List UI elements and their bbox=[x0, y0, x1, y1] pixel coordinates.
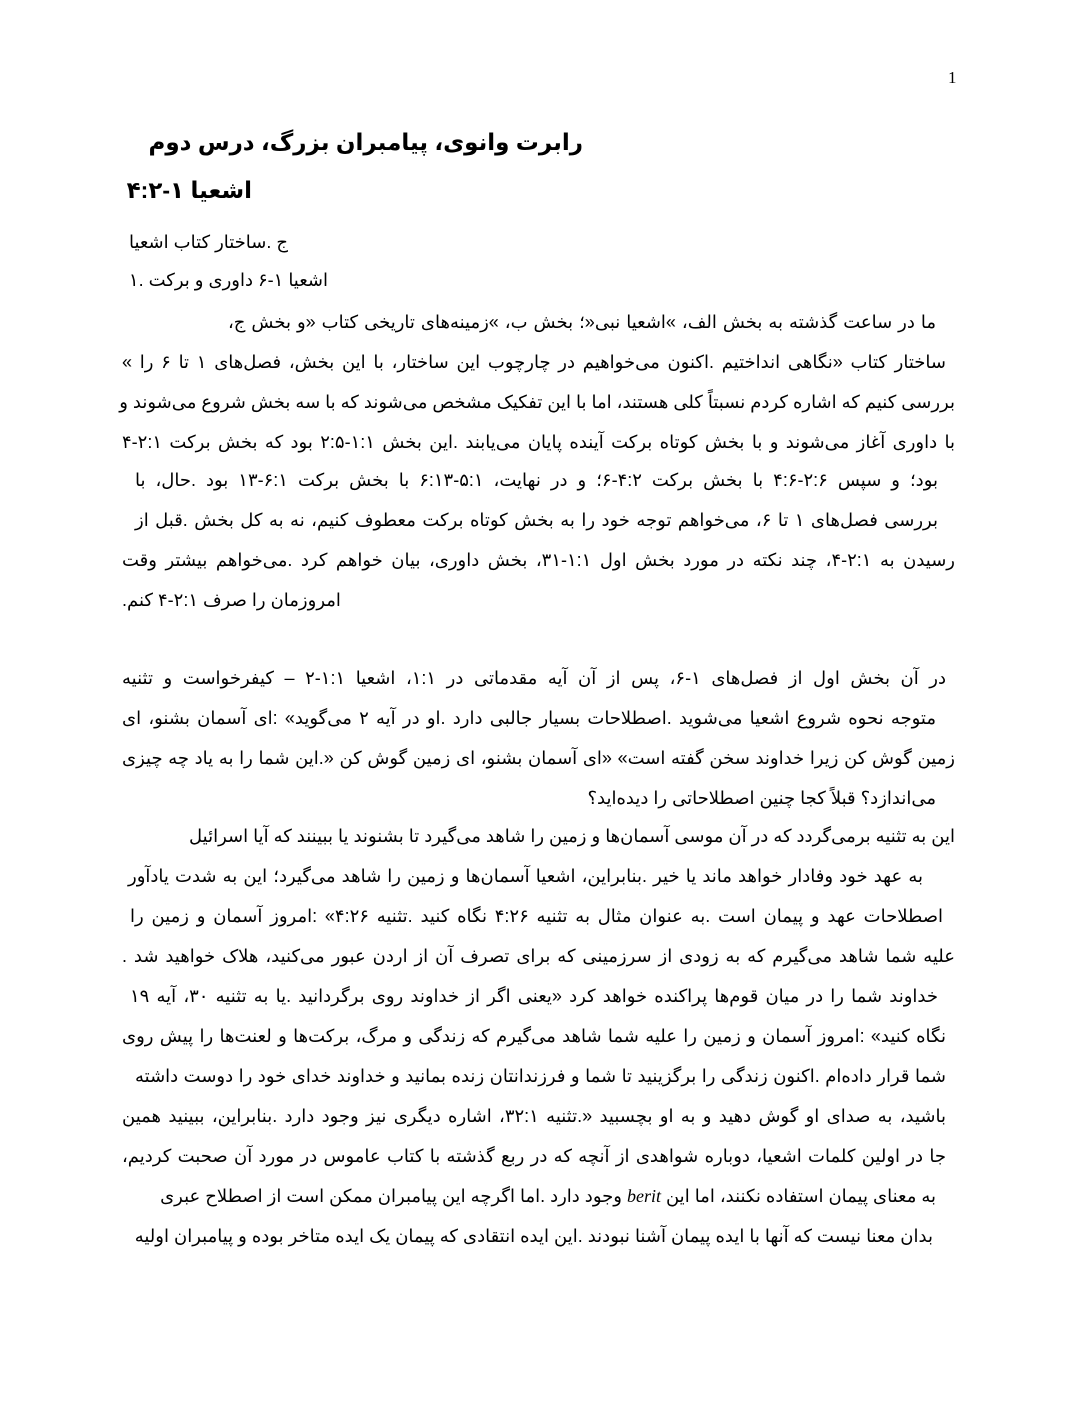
paragraph-line: در آن بخش اول از فصل‌های ۱-۶، پس از آن آیه مقدماتی در ۱:۱، اشعیا ۱:۱-۲ – کیفرخواست و تثنیه bbox=[122, 668, 947, 688]
paragraph-line: علیه شما شاهد می‌گیرم که به زودی از سرزمینی که برای تصرف آن از اردن عبور می‌کنید، هلاک خواهید شد . bbox=[122, 946, 955, 966]
paragraph-line: بررسی فصل‌های ۱ تا ۶، می‌خواهم توجه خود را به بخش کوتاه برکت معطوف کنیم، نه به کل بخش .قبل از bbox=[135, 510, 938, 530]
paragraph-line: جا در اولین کلمات اشعیا، دوباره شواهدی از آنچه که در ربع گذشته با کتاب عاموس در مورد آن صحبت کردیم، bbox=[122, 1146, 946, 1166]
paragraph-line: باشید، به صدای او گوش دهید و به او بچسبید «.تثنیه ۳۲:۱، اشاره دیگری نیز وجود دارد .بنابراین، ببینید همین bbox=[122, 1106, 946, 1126]
paragraph-line: می‌اندازد؟ قبلاً کجا چنین اصطلاحاتی را دیده‌اید؟ bbox=[587, 788, 936, 808]
section-heading: اشعیا ۱-۴:۲ bbox=[126, 177, 252, 203]
paragraph-line: خداوند شما را در میان قوم‌ها پراکنده خواهد کرد «یعنی اگر از خداوند روی برگردانید .یا به تثنیه ۳۰، آیه ۱۹ bbox=[130, 986, 938, 1006]
section-label: ج .ساختار کتاب اشعیا bbox=[128, 232, 288, 252]
paragraph-line: با داوری آغاز می‌شوند و با بخش کوتاه برکت آینده پایان می‌یابند .این بخش ۱:۱-۲:۵ بود که بخش برکت ۲:۱-۴ bbox=[122, 432, 956, 452]
paragraph-line: اصطلاحات عهد و پیمان است .به عنوان مثال به تثنیه ۴:۲۶ نگاه کنید .تثنیه ۴:۲۶» :امروز آسمان و زمین را bbox=[130, 906, 943, 926]
page-number: 1 bbox=[948, 68, 957, 87]
paragraph-line: شما قرار داده‌ام .اکنون زندگی را برگزینید تا شما و فرزندانتان زنده بمانید و خداوند خدای خود را دوست داشته bbox=[135, 1066, 946, 1086]
paragraph-line: ما در ساعت گذشته به بخش الف، »اشعیا نبی«؛ بخش ب، »زمینه‌های تاریخی کتاب «و بخش ج، bbox=[228, 312, 936, 332]
line-part: به معنای پیمان استفاده نکنند، اما این bbox=[665, 1186, 936, 1206]
paragraph-line: ساختار کتاب «نگاهی انداختیم .اکنون می‌خواهیم در چارچوب این ساختار، با این بخش، فصل‌های ۱ تا ۶ را » bbox=[122, 352, 946, 372]
paragraph-line bbox=[160, 1184, 936, 1208]
document-title: رابرت وانوی، پیامبران بزرگ، درس دوم bbox=[148, 129, 583, 155]
hebrew-term: berit bbox=[626, 1186, 661, 1206]
subsection-label: اشعیا ۱-۶ داوری و برکت .۱ bbox=[128, 270, 328, 290]
paragraph-line: این به تثنیه برمی‌گردد که در آن موسی آسمان‌ها و زمین را شاهد می‌گیرد تا بشنوند یا ببینند که آیا اسرائیل bbox=[189, 826, 955, 846]
paragraph-line: بود؛ و سپس ۲:۶-۴:۶ با بخش برکت ۴:۲-۶؛ و در نهایت، ۵:۱-۶:۱۳ با بخش برکت ۶:۱-۱۳ بود .حال، با bbox=[135, 470, 939, 490]
paragraph-line: رسیدن به ۲:۱-۴، چند نکته در مورد بخش اول ۱:۱-۳۱، بخش داوری، بیان خواهم کرد .می‌خواهم بیشتر وقت bbox=[122, 550, 955, 570]
paragraph-line: نگاه کنید» :امروز آسمان و زمین را علیه شما شاهد می‌گیرم که زندگی و مرگ، برکت‌ها و لعنت‌ها را پیش روی bbox=[122, 1026, 946, 1046]
paragraph-line: زمین گوش کن زیرا خداوند سخن گفته است» «ای آسمان بشنو، ای زمین گوش کن «.این شما را به یاد چه چیزی bbox=[122, 748, 955, 768]
paragraph-line: بدان معنا نیست که آنها با ایده پیمان آشنا نبودند .این ایده انتقادی که پیمان یک ایده متاخر بوده و پیامبران اولیه bbox=[134, 1226, 933, 1246]
paragraph-line: متوجه نحوه شروع اشعیا می‌شوید .اصطلاحات بسیار جالبی دارد .او در آیه ۲ می‌گوید» :ای آسمان بشنو، ای bbox=[122, 708, 936, 728]
line-part: وجود دارد .اما اگرچه این پیامبران ممکن است از اصطلاح عبری bbox=[160, 1186, 622, 1206]
paragraph-line: به عهد خود وفادار خواهد ماند یا خیر .بنابراین، اشعیا آسمان‌ها و زمین را شاهد می‌گیرد؛ این به شدت یادآور bbox=[128, 866, 923, 886]
paragraph-line: .امروزمان را صرف ۲:۱-۴ کنم bbox=[122, 590, 341, 610]
paragraph-line: بررسی کنیم که اشاره کردم نسبتاً کلی هستند، اما با این تفکیک مشخص می‌شوند که با سه بخش شروع می‌شوند و bbox=[119, 392, 955, 412]
